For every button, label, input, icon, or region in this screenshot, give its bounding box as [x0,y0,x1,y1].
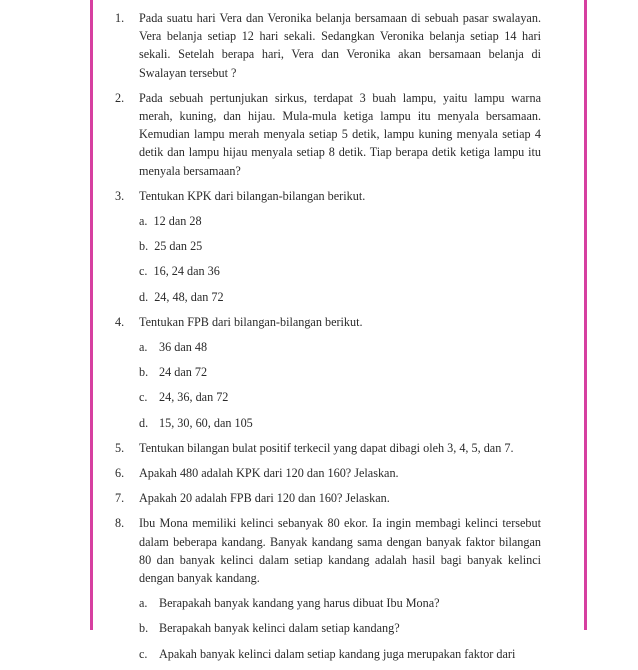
sub-item-text: 12 dan 28 [153,214,202,229]
question-5 [115,439,541,457]
sub-item-label: a. [139,596,148,611]
sub-item [139,338,541,356]
sub-item [139,388,541,406]
sub-item-label: c. [139,264,148,279]
sub-item [139,594,541,612]
question-number: 6. [115,466,125,481]
exercise-list [115,9,541,670]
sub-item [139,414,541,432]
question-2 [115,89,541,180]
sub-item [139,645,541,663]
question-number: 4. [115,314,125,329]
sub-item-text: 16, 24 dan 36 [153,264,220,279]
sub-item-label: b. [139,239,149,254]
sub-item-text: Apakah banyak kelinci dalam setiap kandang juga merupakan faktor dari [159,646,516,661]
sub-item-label: a. [139,340,148,355]
sub-item-text: 15, 30, 60, dan 105 [159,415,253,430]
left-page-border [90,0,93,630]
question-1 [115,9,541,82]
sub-item-label: c. [139,646,148,661]
sub-item-text: Berapakah banyak kelinci dalam setiap kandang? [159,621,400,636]
question-number: 8. [115,516,125,531]
question-number: 2. [115,90,125,105]
sub-item-list [139,212,541,306]
sub-item [139,237,541,255]
sub-item [139,262,541,280]
sub-item-label: b. [139,365,149,380]
question-number: 3. [115,188,125,203]
question-text: Pada suatu hari Vera dan Veronika belanja bersamaan di sebuah pasar swalayan. Vera belanja setiap 12 hari sekali. Sedangkan Veronika belanja setiap 14 hari sekali. Setelah berapa hari, Vera dan Veronika akan bersamaan belanja di Swalayan tersebut ? [139,11,541,80]
sub-item-label: c. [139,390,148,405]
sub-item [139,212,541,230]
question-number: 7. [115,491,125,506]
question-7 [115,489,541,507]
question-6 [115,464,541,482]
right-page-border [584,0,587,630]
question-text: Tentukan FPB dari bilangan-bilangan berikut. [139,314,363,329]
sub-item [139,363,541,381]
sub-item [139,619,541,637]
sub-item-label: b. [139,621,149,636]
question-text: Tentukan KPK dari bilangan-bilangan berikut. [139,188,366,203]
sub-item [139,288,541,306]
question-3 [115,187,541,306]
question-4 [115,313,541,432]
sub-item-text: 24, 48, dan 72 [154,289,224,304]
question-number: 1. [115,11,125,25]
question-text: Apakah 480 adalah KPK dari 120 dan 160? Jelaskan. [139,466,399,481]
sub-item-list [139,594,541,663]
sub-item-label: a. [139,214,148,229]
question-text: Apakah 20 adalah FPB dari 120 dan 160? Jelaskan. [139,491,390,506]
question-8 [115,514,541,662]
sub-item-text: 24 dan 72 [159,365,208,380]
question-text: Tentukan bilangan bulat positif terkecil yang dapat dibagi oleh 3, 4, 5, dan 7. [139,440,514,455]
question-number: 5. [115,440,125,455]
sub-item-text: Berapakah banyak kandang yang harus dibuat Ibu Mona? [159,596,440,611]
sub-item-text: 36 dan 48 [159,340,208,355]
sub-item-label: d. [139,289,149,304]
sub-item-label: d. [139,415,149,430]
question-text: Ibu Mona memiliki kelinci sebanyak 80 ekor. Ia ingin membagi kelinci tersebut dalam beberapa kandang. Banyak kandang sama dengan banyak faktor bilangan 80 dan banyak kelinci dalam setiap kandang adalah hasil bagi banyak kelinci dengan banyak kandang. [139,516,541,586]
sub-item-text: 25 dan 25 [154,239,203,254]
sub-item-text: 24, 36, dan 72 [159,390,229,405]
sub-item-list [139,338,541,432]
question-text: Pada sebuah pertunjukan sirkus, terdapat 3 buah lampu, yaitu lampu warna merah, kuning, dan hijau. Mula-mula ketiga lampu itu menyala bersamaan. Kemudian lampu merah menyala setiap 5 detik, lampu kuning menyala setiap 4 detik dan lampu hijau menyala setiap 8 detik. Tiap berapa detik ketiga lampu itu menyala bersamaan? [139,90,541,178]
